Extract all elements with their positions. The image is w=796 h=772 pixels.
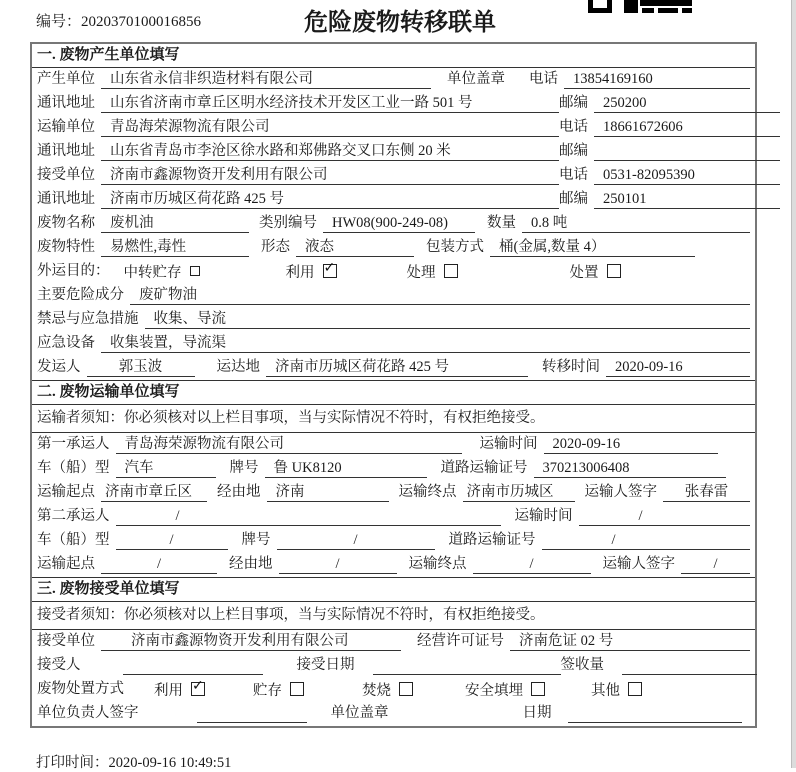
date-value [568, 703, 743, 723]
receiver-address-row [32, 188, 755, 212]
receiver-unit-label: 接受单位 [37, 167, 95, 183]
transfer-time-value: 2020-09-16 [606, 357, 750, 377]
transporter-unit-value: 青岛海荣源物流有限公司 [101, 117, 559, 137]
vehicle2-plate-value: / [277, 530, 435, 550]
transporter-address-row [32, 140, 755, 164]
disposal-landfill-label: 安全填埋 [465, 682, 523, 699]
purpose-transfer-storage-label: 中转贮存 [123, 264, 182, 281]
route2-via-label: 经由地 [229, 556, 273, 572]
section1-title: 一. 废物产生单位填写 [32, 44, 755, 68]
route2-sign-value: / [681, 554, 750, 574]
section3-title: 三. 废物接受单位填写 [32, 578, 755, 602]
equipment-row [32, 332, 755, 356]
carrier1-time-label: 运输时间 [479, 436, 538, 452]
carrier2-time-label: 运输时间 [514, 508, 573, 524]
producer-address-label: 通讯地址 [37, 95, 95, 111]
print-time-label: 打印时间： [36, 755, 109, 771]
waste-name-row [32, 212, 755, 236]
document-header [0, 0, 796, 40]
receiver-notice: 接受者须知：你必须核对以上栏目事项，当与实际情况不符时，有权拒绝接受。 [32, 602, 755, 630]
transporter-address-label: 通讯地址 [37, 143, 95, 159]
checkbox-utilize: ✓ [323, 260, 336, 276]
route2-start-label: 运输起点 [37, 556, 95, 572]
section-producer [32, 44, 755, 380]
carrier2-label: 第二承运人 [37, 508, 110, 524]
hazard-label: 主要危险成分 [37, 287, 124, 303]
carrier1-time-value: 2020-09-16 [544, 434, 719, 454]
waste-props-row [32, 236, 755, 260]
transporter-zip-value [594, 141, 780, 161]
vehicle1-license-value: 370213006408 [534, 458, 727, 478]
disposal-incinerate-label: 焚烧 [362, 682, 391, 699]
waste-code-value: HW08(900-249-08) [323, 213, 475, 233]
transporter-unit-row [32, 116, 755, 140]
date-label: 日期 [522, 705, 552, 721]
signed-qty-label: 签收量 [560, 657, 604, 673]
route2-start-value: / [101, 554, 217, 574]
waste-props-value: 易燃性,毒性 [101, 237, 249, 257]
checkbox-transfer-storage [190, 266, 200, 276]
transfer-time-label: 转移时间 [542, 359, 600, 375]
vehicle1-plate-label: 牌号 [229, 460, 259, 476]
transporter-notice: 运输者须知：你必须核对以上栏目事项，当与实际情况不符时，有权拒绝接受。 [32, 405, 755, 433]
route2-end-label: 运输终点 [408, 556, 467, 572]
waste-form-label: 形态 [261, 239, 290, 255]
transfer-purpose-label: 外运目的： [37, 263, 110, 279]
transporter-phone-label: 电话 [559, 119, 588, 135]
equipment-label: 应急设备 [37, 335, 95, 351]
receiver-phone-label: 电话 [559, 167, 588, 183]
accept-date-label: 接受日期 [296, 657, 355, 673]
destination-label: 运达地 [216, 359, 260, 375]
checkbox-disposal-utilize: ✓ [192, 678, 204, 694]
disposal-option-incinerate [362, 679, 413, 699]
transfer-purpose-row [32, 260, 755, 284]
serial-value: 2020370100016856 [81, 14, 202, 30]
vehicle2-plate-label: 牌号 [241, 532, 271, 548]
checkbox-dispose [607, 264, 621, 278]
route1-start-label: 运输起点 [37, 484, 95, 500]
receiver-zip-label: 邮编 [559, 191, 588, 207]
vehicle1-plate-value: 鲁 UK8120 [265, 458, 427, 478]
route2-sign-label: 运输人签字 [602, 556, 675, 572]
waste-qty-value: 0.8 吨 [522, 213, 750, 233]
purpose-dispose-label: 处置 [569, 264, 599, 281]
disposal-store-label: 贮存 [253, 682, 282, 699]
producer-address-row [32, 92, 755, 116]
accept-unit-row [32, 630, 755, 654]
page-edge-strip [791, 0, 796, 768]
waste-pack-value: 桶(金属,数量 4） [490, 237, 695, 257]
measures-row [32, 308, 755, 332]
waste-props-label: 废物特性 [37, 239, 95, 255]
producer-phone-value: 13854169160 [564, 69, 750, 89]
route1-row [32, 481, 755, 505]
disposal-method-row [32, 678, 755, 702]
dispatcher-value: 郭玉波 [87, 357, 195, 377]
serial-label: 编号： [36, 14, 82, 30]
route1-end-label: 运输终点 [398, 484, 457, 500]
purpose-option-utilize [286, 261, 337, 281]
carrier2-value: / [116, 506, 501, 526]
transporter-phone-value: 18661672606 [594, 117, 780, 137]
vehicle1-license-label: 道路运输证号 [440, 460, 528, 476]
hazard-value: 废矿物油 [130, 285, 750, 305]
receiver-address-value: 济南市历城区荷花路 425 号 [101, 189, 559, 209]
purpose-option-treat [407, 261, 458, 281]
section-transporter [32, 380, 755, 577]
vehicle2-license-label: 道路运输证号 [448, 532, 536, 548]
disposal-option-landfill [465, 679, 545, 699]
vehicle2-license-value: / [542, 530, 751, 550]
producer-address-value: 山东省济南市章丘区明水经济技术开发区工业一路 501 号 [101, 93, 559, 113]
vehicle2-row [32, 529, 755, 553]
checkbox-disposal-store [290, 682, 304, 696]
dispatch-row [32, 356, 755, 380]
responsible-sign-label: 单位负责人签字 [37, 705, 139, 721]
waste-name-label: 废物名称 [37, 215, 95, 231]
receiver-address-label: 通讯地址 [37, 191, 95, 207]
accept-date-value [373, 655, 561, 675]
destination-value: 济南市历城区荷花路 425 号 [266, 357, 528, 377]
disposal-option-utilize [154, 679, 205, 699]
acceptor-row [32, 654, 755, 678]
permit-label: 经营许可证号 [417, 633, 504, 649]
transporter-zip-label: 邮编 [559, 143, 588, 159]
producer-unit-label: 产生单位 [37, 71, 95, 87]
route1-start-value: 济南市章丘区 [101, 482, 207, 502]
waste-pack-label: 包装方式 [426, 239, 484, 255]
transporter-address-value: 山东省青岛市李沧区徐水路和郑佛路交叉口东侧 20 米 [101, 141, 559, 161]
waste-form-value: 液态 [296, 237, 414, 257]
responsible-sign-row [32, 702, 755, 726]
waste-code-label: 类别编号 [259, 215, 317, 231]
acceptor-label: 接受人 [37, 657, 81, 673]
carrier2-row [32, 505, 755, 529]
producer-unit-value: 山东省永信非织造材料有限公司 [101, 69, 431, 89]
page-title: 危险废物转移联单 [304, 10, 496, 36]
measures-label: 禁忌与应急措施 [37, 311, 139, 327]
route1-end-value: 济南市历城区 [463, 482, 575, 502]
section2-title: 二. 废物运输单位填写 [32, 381, 755, 405]
route2-end-value: / [473, 554, 591, 574]
accept-unit-label: 接受单位 [37, 633, 95, 649]
disposal-option-store [253, 679, 304, 699]
route2-via-value: / [279, 554, 397, 574]
carrier2-time-value: / [579, 506, 751, 526]
route1-via-value: 济南 [267, 482, 389, 502]
producer-zip-label: 邮编 [559, 95, 588, 111]
checkbox-disposal-incinerate [399, 682, 413, 696]
print-time [36, 751, 231, 772]
vehicle1-type-value: 汽车 [116, 458, 216, 478]
vehicle2-type-label: 车（船）型 [37, 532, 110, 548]
checkbox-treat [444, 264, 458, 278]
disposal-method-label: 废物处置方式 [37, 681, 124, 697]
receiver-zip-value: 250101 [594, 189, 780, 209]
permit-value: 济南危证 02 号 [510, 631, 750, 651]
waste-qty-label: 数量 [487, 215, 516, 231]
carrier1-value: 青岛海荣源物流有限公司 [116, 434, 462, 454]
acceptor-value [123, 655, 263, 675]
waste-name-value: 废机油 [101, 213, 249, 233]
route1-sign-value: 张春雷 [663, 482, 750, 502]
vehicle1-type-label: 车（船）型 [37, 460, 110, 476]
measures-value: 收集、导流 [145, 309, 751, 329]
disposal-utilize-label: 利用 [154, 682, 183, 699]
checkbox-disposal-landfill [531, 682, 545, 696]
route2-row [32, 553, 755, 577]
receiver-unit-value: 济南市鑫源物资开发利用有限公司 [101, 165, 559, 185]
manifest-form [30, 42, 757, 728]
unit-seal2-label: 单位盖章 [330, 705, 389, 721]
route1-via-label: 经由地 [217, 484, 261, 500]
vehicle2-type-value: / [116, 530, 228, 550]
producer-unit-row [32, 68, 755, 92]
carrier1-row [32, 433, 755, 457]
carrier1-label: 第一承运人 [37, 436, 110, 452]
purpose-option-transfer-storage [124, 261, 200, 281]
checkbox-disposal-other [628, 682, 642, 696]
equipment-value: 收集装置，导流渠 [101, 333, 750, 353]
hazard-row [32, 284, 755, 308]
disposal-other-label: 其他 [591, 682, 620, 699]
accept-unit-value: 济南市鑫源物资开发利用有限公司 [101, 631, 401, 651]
print-time-value: 2020-09-16 10:49:51 [108, 755, 232, 771]
signed-qty-value [622, 655, 757, 675]
unit-seal-label: 单位盖章 [447, 71, 505, 87]
transporter-unit-label: 运输单位 [37, 119, 95, 135]
receiver-unit-row [32, 164, 755, 188]
purpose-option-dispose [570, 261, 621, 281]
qr-code-fragment-icon [588, 0, 694, 13]
purpose-utilize-label: 利用 [285, 264, 315, 281]
disposal-option-other [591, 679, 642, 699]
dispatcher-label: 发运人 [37, 359, 81, 375]
purpose-treat-label: 处理 [406, 264, 436, 281]
section-receiver [32, 577, 755, 726]
vehicle1-row [32, 457, 755, 481]
receiver-phone-value: 0531-82095390 [594, 165, 780, 185]
producer-zip-value: 250200 [594, 93, 780, 113]
producer-phone-label: 电话 [529, 71, 558, 87]
responsible-sign-value [197, 703, 307, 723]
route1-sign-label: 运输人签字 [584, 484, 657, 500]
